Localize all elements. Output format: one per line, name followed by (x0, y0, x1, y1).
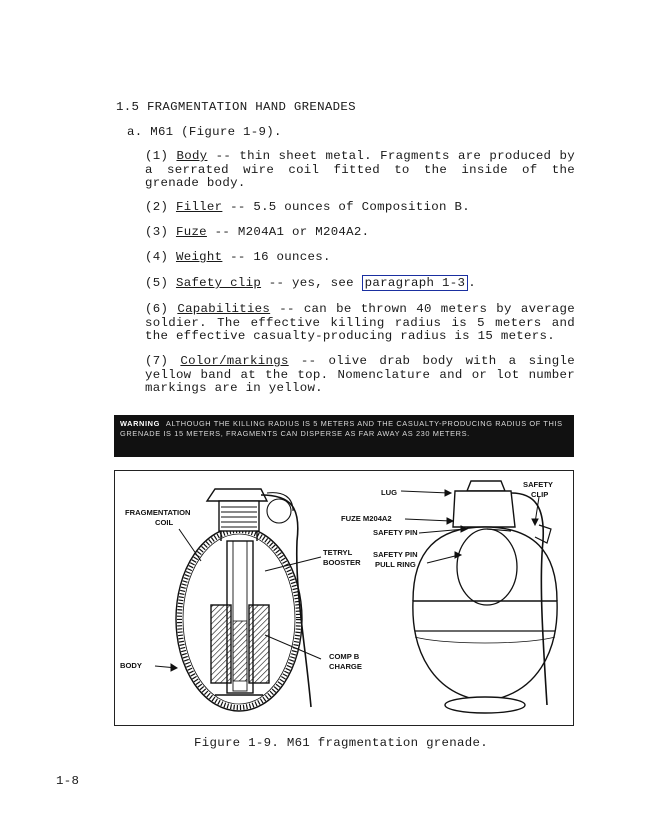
item-number: (7) (145, 354, 169, 368)
fuze-head (207, 489, 267, 501)
item-number: (1) (145, 149, 169, 163)
label-fuze: FUZE M204A2 (341, 514, 392, 523)
item-text-end: . (468, 276, 476, 290)
label-fragmentation-coil-1: FRAGMENTATION (125, 508, 191, 517)
exterior-grenade (413, 481, 557, 713)
item-term: Color/markings (180, 354, 289, 368)
paragraph-link[interactable]: paragraph 1-3 (362, 275, 469, 291)
label-safety-clip-1: SAFETY (523, 480, 553, 489)
list-item-fuze (145, 226, 575, 240)
label-safety-clip-2: CLIP (531, 490, 549, 499)
item-term: Weight (175, 250, 223, 264)
list-item-body (145, 150, 575, 191)
label-tetryl-booster-2: BOOSTER (323, 558, 361, 567)
page-number: 1-8 (56, 774, 80, 788)
label-pull-ring-2: PULL RING (375, 560, 416, 569)
item-term: Capabilities (177, 302, 271, 316)
label-tetryl-booster-1: TETRYL (323, 548, 353, 557)
list-item-capabilities (145, 303, 575, 344)
label-safety-pin: SAFETY PIN (373, 528, 418, 537)
list-item-weight (145, 251, 575, 265)
list-item-filler (145, 201, 575, 215)
warning-banner (114, 415, 574, 457)
item-text: -- can be thrown 40 meters by average soldier. The effective killing radius is 5 meters and the effective casualty-producing radius is 15 meters. (145, 302, 575, 343)
list-item-safety-clip (145, 277, 575, 291)
item-text: -- thin sheet metal. Fragments are produced by a serrated wire coil fitted to the inside of the grenade body. (145, 149, 575, 190)
figure-frame (114, 470, 574, 726)
comp-b-charge-left (211, 605, 231, 683)
comp-b-charge-right (249, 605, 269, 683)
cutaway-grenade (176, 489, 311, 711)
fuze-assembly (453, 491, 515, 527)
item-number: (3) (145, 225, 169, 239)
section-heading: 1.5 FRAGMENTATION HAND GRENADES (116, 100, 356, 114)
item-text: -- M204A1 or M204A2. (206, 225, 370, 239)
item-number: (4) (145, 250, 169, 264)
grenade-illustration (115, 471, 573, 725)
fuze-lug (467, 481, 505, 491)
item-text: -- yes, see (261, 276, 362, 290)
label-comp-b-2: CHARGE (329, 662, 362, 671)
list-item-color-markings (145, 355, 575, 396)
item-term: Fuze (175, 225, 207, 239)
figure-caption: Figure 1-9. M61 fragmentation grenade. (194, 736, 488, 750)
item-text: -- 16 ounces. (222, 250, 331, 264)
subsection-heading: a. M61 (Figure 1-9). (127, 125, 282, 139)
item-term: Filler (175, 200, 223, 214)
label-fragmentation-coil-2: COIL (155, 518, 174, 527)
label-comp-b-1: COMP B (329, 652, 360, 661)
item-text: -- 5.5 ounces of Composition B. (222, 200, 470, 214)
label-pull-ring-1: SAFETY PIN (373, 550, 418, 559)
label-lug: LUG (381, 488, 398, 497)
pull-ring (267, 499, 291, 523)
warning-title: WARNING (120, 419, 160, 428)
lower-body (413, 601, 557, 701)
upper-body (413, 527, 557, 601)
label-body: BODY (120, 661, 142, 670)
item-number: (5) (145, 276, 169, 290)
item-term: Body (176, 149, 208, 163)
warning-body: ALTHOUGH THE KILLING RADIUS IS 5 METERS AND THE CASUALTY-PRODUCING RADIUS OF THIS GRENADE IS 15 METERS, FRAGMENTS CAN DISPERSE AS FAR AWAY AS 230 METERS. (120, 419, 563, 438)
item-text: -- olive drab body with a single yellow band at the top. Nomenclature and or lot number markings are in yellow. (145, 354, 575, 395)
item-number: (2) (145, 200, 169, 214)
item-term: Safety clip (175, 276, 262, 290)
item-number: (6) (145, 302, 169, 316)
grenade-base (445, 697, 525, 713)
